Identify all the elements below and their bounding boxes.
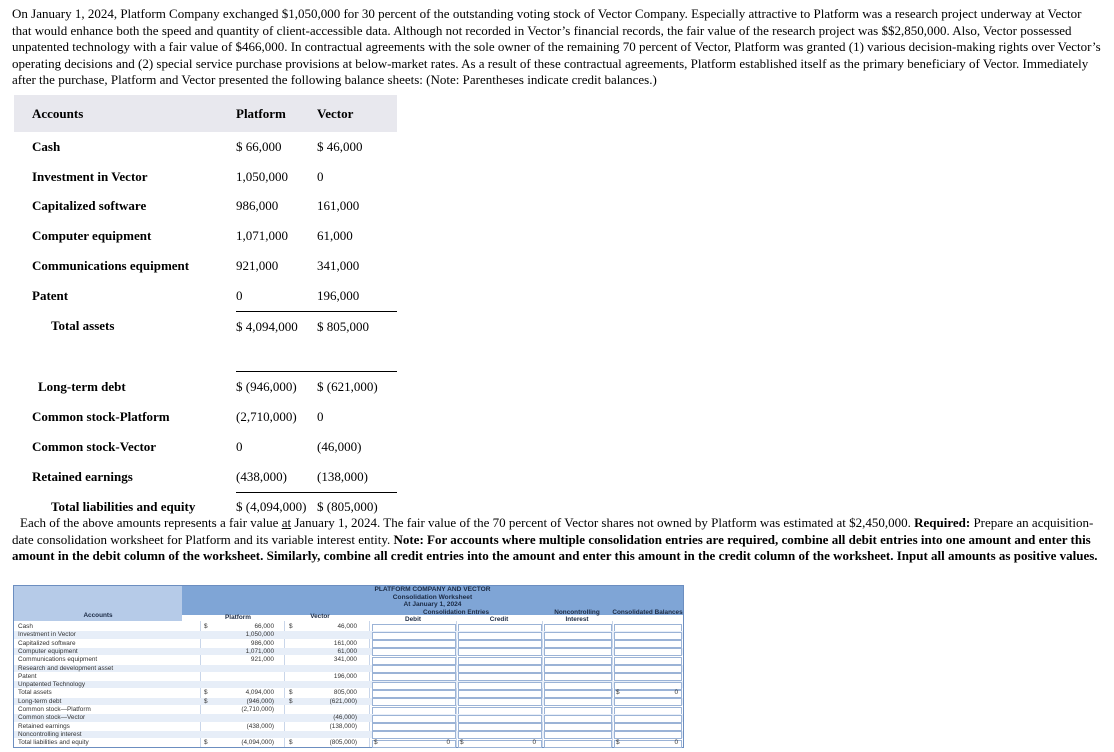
worksheet-row xyxy=(14,689,683,696)
noncontrolling-interest-input[interactable] xyxy=(544,624,612,632)
consolidated-balance-input[interactable] xyxy=(614,723,682,731)
vector-amount: 341,000 xyxy=(333,656,357,664)
vector-amount: (621,000) xyxy=(329,697,357,705)
col-consolidation-entries: Consolidation Entries xyxy=(422,609,490,616)
credit-input[interactable] xyxy=(458,690,542,698)
header-platform: Platform xyxy=(236,95,317,132)
credit-input[interactable] xyxy=(458,698,542,706)
table-row: Communications equipment 921,000 341,000 xyxy=(32,258,360,274)
consolidated-balance-input[interactable] xyxy=(614,624,682,632)
debit-input[interactable] xyxy=(372,632,456,640)
platform-dollar-sign: $ xyxy=(204,689,208,697)
col-credit: Credit xyxy=(489,616,509,623)
debit-input[interactable] xyxy=(372,723,456,731)
noncontrolling-interest-input[interactable] xyxy=(544,665,612,673)
debit-input[interactable] xyxy=(372,673,456,681)
noncontrolling-interest-input[interactable] xyxy=(544,740,612,748)
consolidated-balance-input[interactable] xyxy=(614,731,682,739)
debit-input[interactable] xyxy=(372,682,456,690)
table-row: Common stock-Platform (2,710,000) 0 xyxy=(32,409,324,425)
debit-input[interactable] xyxy=(372,624,456,632)
debit-input[interactable] xyxy=(372,640,456,648)
noncontrolling-interest-input[interactable] xyxy=(544,723,612,731)
vector-dollar-sign: $ xyxy=(289,739,293,747)
credit-input[interactable] xyxy=(458,657,542,665)
worksheet-row xyxy=(14,739,683,746)
worksheet-account-label: Patent xyxy=(18,672,37,680)
table-row: Patent 0 196,000 xyxy=(32,287,360,304)
header-accounts: Accounts xyxy=(14,95,236,132)
vector-amount: 61,000 xyxy=(337,647,357,655)
debit-total: 0 xyxy=(446,739,450,747)
worksheet-row xyxy=(14,698,683,705)
consolidation-worksheet xyxy=(13,585,684,748)
credit-input[interactable] xyxy=(458,707,542,715)
table-row: Computer equipment 1,071,000 61,000 xyxy=(32,228,353,244)
credit-input[interactable] xyxy=(458,632,542,640)
worksheet-row xyxy=(14,640,683,647)
noncontrolling-interest-input[interactable] xyxy=(544,707,612,715)
debit-input[interactable] xyxy=(372,707,456,715)
credit-input[interactable] xyxy=(458,731,542,739)
credit-input[interactable] xyxy=(458,682,542,690)
worksheet-row xyxy=(14,656,683,663)
worksheet-account-label: Research and development asset xyxy=(18,664,114,672)
col-accounts: Accounts xyxy=(83,612,113,619)
platform-amount: (946,000) xyxy=(246,697,274,705)
worksheet-account-label: Common stock—Vector xyxy=(18,714,86,722)
worksheet-account-label: Communications equipment xyxy=(18,656,98,664)
consolidated-balance-input[interactable] xyxy=(614,707,682,715)
vector-amount: (138,000) xyxy=(329,722,357,730)
table-row: Investment in Vector 1,050,000 0 xyxy=(32,168,324,184)
debit-input[interactable] xyxy=(372,715,456,723)
debit-input[interactable] xyxy=(372,698,456,706)
worksheet-account-label: Cash xyxy=(18,623,33,630)
debit-input[interactable] xyxy=(372,657,456,665)
worksheet-row xyxy=(14,648,683,655)
worksheet-account-label: Unpatented Technology xyxy=(18,681,86,689)
noncontrolling-interest-input[interactable] xyxy=(544,682,612,690)
debit-input[interactable] xyxy=(372,665,456,673)
consolidated-balance-input[interactable] xyxy=(614,657,682,665)
vector-amount: 805,000 xyxy=(333,689,357,697)
platform-dollar-sign: $ xyxy=(204,697,208,705)
worksheet-row xyxy=(14,706,683,713)
worksheet-account-label: Total assets xyxy=(18,689,52,697)
col-noncontrolling-interest: Noncontrolling Interest xyxy=(554,609,600,623)
noncontrolling-interest-input[interactable] xyxy=(544,657,612,665)
credit-input[interactable] xyxy=(458,640,542,648)
worksheet-account-label: Capitalized software xyxy=(18,639,76,647)
worksheet-row xyxy=(14,665,683,672)
requirement-text: Each of the above amounts represents a fair value at January 1, 2024. The fair value of the 70 percent of Vector shares not owned by Platform was estimated at $2,450,000. Required: Prepare an acquisition-date consolidation worksheet for Platform and its variable interest entity. Note: For accounts where multiple consolidation entries are required, combine all debit entries into one amount and enter this amount in the debit column of the worksheet. Similarly, combine all credit entries into the amount and enter this amount in the credit column of the worksheet. Input all amounts as positive values. xyxy=(12,515,1098,564)
credit-total: 0 xyxy=(532,739,536,747)
platform-amount: (2,710,000) xyxy=(241,706,274,713)
credit-input[interactable] xyxy=(458,624,542,632)
consolidated-balance-input[interactable] xyxy=(614,673,682,681)
balance-sheet-header xyxy=(14,95,397,132)
platform-amount: 66,000 xyxy=(254,623,274,630)
noncontrolling-interest-input[interactable] xyxy=(544,715,612,723)
worksheet-account-label: Long-term debt xyxy=(18,697,62,705)
table-row-total-liabilities: Total liabilities and equity $ (4,094,000) $ (805,000) xyxy=(14,492,397,522)
note-text: Note: For accounts where multiple consolidation entries are required, combine all debit entries into one amount and enter this amount in the debit column of the worksheet. Similarly, combine all credit entries into the amount and enter this amount in the credit column of the worksheet. Input all amounts as positive values. xyxy=(12,531,1098,564)
vector-dollar-sign: $ xyxy=(289,697,293,705)
consolidated-total-assets: 0 xyxy=(674,689,678,697)
noncontrolling-interest-input[interactable] xyxy=(544,698,612,706)
consolidated-dollar-sign: $ xyxy=(616,739,620,747)
credit-input[interactable] xyxy=(458,648,542,656)
noncontrolling-interest-input[interactable] xyxy=(544,673,612,681)
credit-input[interactable] xyxy=(458,715,542,723)
problem-intro: On January 1, 2024, Platform Company exchanged $1,050,000 for 30 percent of the outstanding voting stock of Vector Company. Especially attractive to Platform was a research project underway at Vector that would enhance both the speed and quantity of client-accessible data. Although not recorded in Vector’s financial records, the fair value of the research project was $$2,850,000. Also, Vector possessed unpatented technology with a fair value of $466,000. In contractual agreements with the sole owner of the remaining 70 percent of Vector, Platform was granted (1) various decision-making rights over Vector’s operating decisions and (2) special service purchase provisions at below-market rates. As a result of these contractual agreements, Platform established itself as the primary beneficiary of Vector. Immediately after the purchase, Platform and Vector presented the following balance sheets: (Note: Parentheses indicate credit balances.) xyxy=(12,6,1101,88)
balance-sheet-table xyxy=(14,95,397,522)
vector-amount: (805,000) xyxy=(329,739,357,747)
worksheet-row xyxy=(14,681,683,688)
consolidated-total-liabilities: 0 xyxy=(674,739,678,747)
col-platform: Platform xyxy=(225,614,251,621)
worksheet-subtitle: Consolidation Worksheet xyxy=(392,594,473,601)
credit-input[interactable] xyxy=(458,673,542,681)
vector-amount: 161,000 xyxy=(333,639,357,647)
worksheet-account-label: Common stock—Platform xyxy=(18,706,91,713)
worksheet-date: At January 1, 2024 xyxy=(403,601,462,608)
table-row: Long-term debt $ (946,000) $ (621,000) xyxy=(14,372,397,402)
consolidated-dollar-sign: $ xyxy=(616,689,620,697)
worksheet-title: PLATFORM COMPANY AND VECTOR xyxy=(374,586,491,593)
credit-dollar-sign: $ xyxy=(460,739,464,747)
consolidated-balance-input[interactable] xyxy=(614,682,682,690)
vector-amount: 196,000 xyxy=(333,672,357,680)
consolidated-balance-input[interactable] xyxy=(614,632,682,640)
consolidated-balance-input[interactable] xyxy=(614,648,682,656)
col-consolidated-balances: Consolidated Balances xyxy=(612,609,683,616)
platform-amount: 1,071,000 xyxy=(245,647,274,655)
worksheet-account-label: Investment in Vector xyxy=(18,631,76,639)
table-row: Retained earnings (438,000) (138,000) xyxy=(32,468,368,484)
platform-amount: (438,000) xyxy=(246,722,274,730)
credit-input[interactable] xyxy=(458,665,542,673)
platform-amount: (4,094,000) xyxy=(241,739,274,747)
col-vector: Vector xyxy=(310,613,330,620)
worksheet-row xyxy=(14,673,683,680)
debit-dollar-sign: $ xyxy=(374,739,378,747)
table-row: Cash $ 66,000 $ 46,000 xyxy=(32,138,363,154)
debit-input[interactable] xyxy=(372,648,456,656)
worksheet-row xyxy=(14,731,683,738)
header-vector: Vector xyxy=(317,95,397,132)
worksheet-row xyxy=(14,714,683,721)
debit-input[interactable] xyxy=(372,690,456,698)
consolidated-balance-input[interactable] xyxy=(614,715,682,723)
noncontrolling-interest-input[interactable] xyxy=(544,648,612,656)
credit-input[interactable] xyxy=(458,723,542,731)
col-debit: Debit xyxy=(405,616,421,623)
vector-amount: (46,000) xyxy=(333,714,357,722)
worksheet-account-label: Retained earnings xyxy=(18,722,70,730)
platform-amount: 1,050,000 xyxy=(245,631,274,639)
worksheet-row xyxy=(14,723,683,730)
vector-dollar-sign: $ xyxy=(289,623,293,630)
noncontrolling-interest-input[interactable] xyxy=(544,690,612,698)
table-row: Common stock-Vector 0 (46,000) xyxy=(32,438,362,454)
table-row: Capitalized software 986,000 161,000 xyxy=(32,198,360,214)
worksheet-account-label: Total liabilities and equity xyxy=(18,739,89,747)
vector-amount: 46,000 xyxy=(337,623,357,630)
noncontrolling-interest-input[interactable] xyxy=(544,731,612,739)
platform-dollar-sign: $ xyxy=(204,739,208,747)
table-row-total-assets: Total assets $ 4,094,000 $ 805,000 xyxy=(14,311,397,341)
platform-amount: 986,000 xyxy=(250,639,274,647)
consolidated-balance-input[interactable] xyxy=(614,665,682,673)
worksheet-row xyxy=(14,623,683,630)
platform-amount: 4,094,000 xyxy=(245,689,274,697)
platform-dollar-sign: $ xyxy=(204,623,208,630)
worksheet-account-label: Noncontrolling interest xyxy=(18,730,82,738)
noncontrolling-interest-input[interactable] xyxy=(544,632,612,640)
vector-dollar-sign: $ xyxy=(289,689,293,697)
worksheet-account-label: Computer equipment xyxy=(18,647,78,655)
consolidated-balance-input[interactable] xyxy=(614,640,682,648)
consolidated-balance-input[interactable] xyxy=(614,698,682,706)
debit-input[interactable] xyxy=(372,731,456,739)
worksheet-row xyxy=(14,631,683,638)
platform-amount: 921,000 xyxy=(250,656,274,664)
noncontrolling-interest-input[interactable] xyxy=(544,640,612,648)
